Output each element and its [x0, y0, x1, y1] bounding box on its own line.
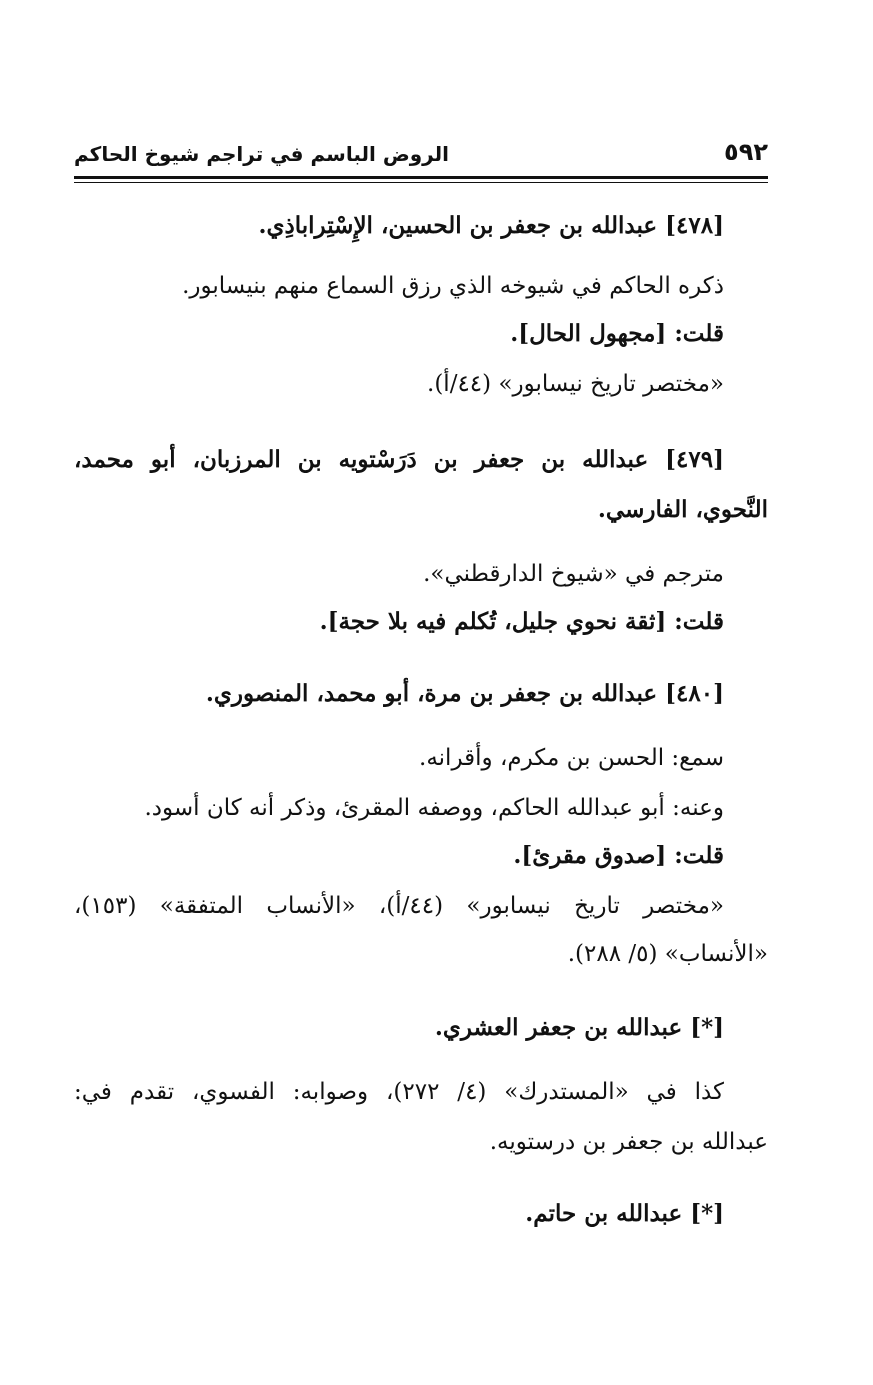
- entry-480-line-1: سمع: الحسن بن مكرم، وأقرانه.: [419, 745, 724, 771]
- entry-ashri-line-1: كذا في «المستدرك» (٤/ ٢٧٢)، وصوابه: الفسوي، تقدم في:: [74, 1079, 725, 1105]
- entry-478-line-3: «مختصر تاريخ نيسابور» (٤٤/أ).: [427, 371, 724, 397]
- page-number: ٥٩٢: [724, 138, 768, 166]
- entry-479-heading-line-1: [٤٧٩] عبدالله بن جعفر بن دَرَسْتويه بن المرزبان، أبو محمد،: [74, 446, 724, 473]
- entry-480-line-3: قلت: [صدوق مقرئ].: [513, 842, 724, 869]
- entry-hatim-heading: [*] عبدالله بن حاتم.: [525, 1200, 724, 1227]
- entry-ashri-line-2: عبدالله بن جعفر بن درستويه.: [489, 1129, 768, 1155]
- page-header: [74, 138, 768, 172]
- entry-480-line-4: «مختصر تاريخ نيسابور» (٤٤/أ)، «الأنساب المتفقة» (١٥٣)،: [74, 893, 724, 919]
- entry-479-line-1: مترجم في «شيوخ الدارقطني».: [423, 561, 724, 587]
- entry-479-heading-line-2: النَّحوي، الفارسي.: [597, 496, 768, 523]
- entry-478-line-1: ذكره الحاكم في شيوخه الذي رزق السماع منهم بنيسابور.: [182, 273, 724, 299]
- running-title: الروض الباسم في تراجم شيوخ الحاكم: [74, 142, 449, 166]
- entry-479-line-2: قلت: [ثقة نحوي جليل، تُكلم فيه بلا حجة].: [319, 608, 724, 635]
- header-rule-thin: [74, 182, 768, 183]
- entry-480-line-2: وعنه: أبو عبدالله الحاكم، ووصفه المقرئ، وذكر أنه كان أسود.: [144, 795, 724, 821]
- entry-ashri-heading: [*] عبدالله بن جعفر العشري.: [434, 1014, 724, 1041]
- entry-478-heading: [٤٧٨] عبدالله بن جعفر بن الحسين، الإِسْتِراباذِي.: [258, 212, 724, 239]
- header-rule-thick: [74, 176, 768, 179]
- entry-480-heading: [٤٨٠] عبدالله بن جعفر بن مرة، أبو محمد، المنصوري.: [205, 680, 724, 707]
- entry-480-line-5: «الأنساب» (٥/ ٢٨٨).: [567, 941, 768, 967]
- entry-478-line-2: قلت: [مجهول الحال].: [510, 320, 724, 347]
